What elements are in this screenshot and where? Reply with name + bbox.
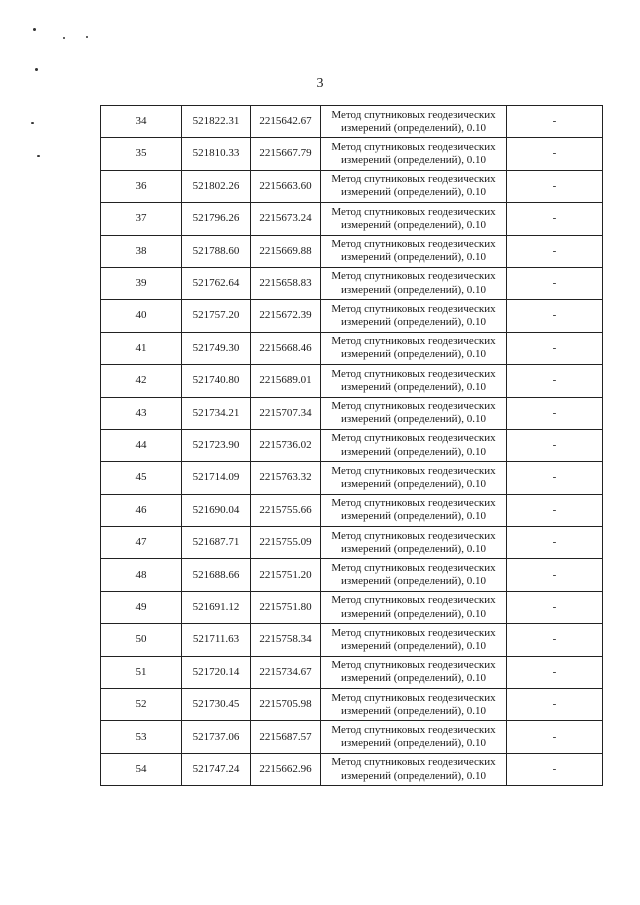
note-cell: -: [507, 591, 603, 623]
table-row: [101, 591, 603, 623]
scan-speck: [86, 36, 88, 38]
method-text-line: Метод спутниковых геодезических: [331, 367, 496, 380]
method-cell: [321, 332, 507, 364]
method-cell: [321, 624, 507, 656]
coordinates-table-body: [101, 106, 603, 786]
method-text-line: измерений (определений), 0.10: [341, 542, 486, 555]
method-cell: [321, 429, 507, 461]
method-text-line: Метод спутниковых геодезических: [331, 561, 496, 574]
table-row: [101, 138, 603, 170]
x-coordinate-cell: 521796.26: [182, 203, 251, 235]
method-text-line: измерений (определений), 0.10: [341, 510, 486, 523]
method-text-line: измерений (определений), 0.10: [341, 575, 486, 588]
method-cell: [321, 235, 507, 267]
method-text-line: измерений (определений), 0.10: [341, 121, 486, 134]
x-coordinate-cell: 521714.09: [182, 462, 251, 494]
method-cell: [321, 365, 507, 397]
method-text-line: Метод спутниковых геодезических: [331, 691, 496, 704]
note-cell: -: [507, 689, 603, 721]
note-cell: -: [507, 267, 603, 299]
y-coordinate-cell: 2215663.60: [251, 170, 321, 202]
note-cell: -: [507, 753, 603, 785]
method-text-line: Метод спутниковых геодезических: [331, 626, 496, 639]
table-row: [101, 332, 603, 364]
point-number-cell: 44: [101, 429, 182, 461]
method-cell: [321, 397, 507, 429]
point-number-cell: 52: [101, 689, 182, 721]
method-cell: [321, 138, 507, 170]
point-number-cell: 46: [101, 494, 182, 526]
x-coordinate-cell: 521688.66: [182, 559, 251, 591]
note-cell: -: [507, 721, 603, 753]
table-row: [101, 494, 603, 526]
point-number-cell: 39: [101, 267, 182, 299]
method-text-line: Метод спутниковых геодезических: [331, 756, 496, 769]
method-text-line: Метод спутниковых геодезических: [331, 659, 496, 672]
note-cell: -: [507, 429, 603, 461]
method-cell: [321, 527, 507, 559]
table-row: [101, 365, 603, 397]
page-number: 3: [316, 76, 324, 91]
table-row: [101, 689, 603, 721]
x-coordinate-cell: 521730.45: [182, 689, 251, 721]
x-coordinate-cell: 521691.12: [182, 591, 251, 623]
table-row: [101, 527, 603, 559]
x-coordinate-cell: 521711.63: [182, 624, 251, 656]
method-text-line: Метод спутниковых геодезических: [331, 594, 496, 607]
table-row: [101, 624, 603, 656]
x-coordinate-cell: 521737.06: [182, 721, 251, 753]
method-text-line: Метод спутниковых геодезических: [331, 400, 496, 413]
y-coordinate-cell: 2215642.67: [251, 106, 321, 138]
scan-speck: [63, 37, 65, 39]
method-text-line: Метод спутниковых геодезических: [331, 529, 496, 542]
y-coordinate-cell: 2215736.02: [251, 429, 321, 461]
point-number-cell: 50: [101, 624, 182, 656]
method-cell: [321, 591, 507, 623]
y-coordinate-cell: 2215707.34: [251, 397, 321, 429]
method-text-line: измерений (определений), 0.10: [341, 348, 486, 361]
method-cell: [321, 106, 507, 138]
method-text-line: Метод спутниковых геодезических: [331, 173, 496, 186]
y-coordinate-cell: 2215687.57: [251, 721, 321, 753]
method-text-line: измерений (определений), 0.10: [341, 672, 486, 685]
y-coordinate-cell: 2215672.39: [251, 300, 321, 332]
y-coordinate-cell: 2215751.80: [251, 591, 321, 623]
point-number-cell: 35: [101, 138, 182, 170]
scan-speck: [35, 68, 38, 71]
table-row: [101, 721, 603, 753]
method-cell: [321, 170, 507, 202]
table-row: [101, 106, 603, 138]
method-text-line: измерений (определений), 0.10: [341, 639, 486, 652]
note-cell: -: [507, 462, 603, 494]
y-coordinate-cell: 2215751.20: [251, 559, 321, 591]
note-cell: -: [507, 624, 603, 656]
x-coordinate-cell: 521747.24: [182, 753, 251, 785]
y-coordinate-cell: 2215668.46: [251, 332, 321, 364]
table-row: [101, 235, 603, 267]
point-number-cell: 45: [101, 462, 182, 494]
scan-speck: [37, 155, 40, 157]
table-row: [101, 203, 603, 235]
method-text-line: Метод спутниковых геодезических: [331, 335, 496, 348]
point-number-cell: 41: [101, 332, 182, 364]
note-cell: -: [507, 138, 603, 170]
point-number-cell: 47: [101, 527, 182, 559]
method-cell: [321, 300, 507, 332]
note-cell: -: [507, 332, 603, 364]
table-row: [101, 397, 603, 429]
x-coordinate-cell: 521740.80: [182, 365, 251, 397]
method-text-line: измерений (определений), 0.10: [341, 283, 486, 296]
method-cell: [321, 721, 507, 753]
method-cell: [321, 267, 507, 299]
note-cell: -: [507, 397, 603, 429]
note-cell: -: [507, 365, 603, 397]
method-text-line: Метод спутниковых геодезических: [331, 205, 496, 218]
table-row: [101, 656, 603, 688]
x-coordinate-cell: 521822.31: [182, 106, 251, 138]
method-cell: [321, 203, 507, 235]
method-text-line: измерений (определений), 0.10: [341, 186, 486, 199]
y-coordinate-cell: 2215669.88: [251, 235, 321, 267]
method-text-line: измерений (определений), 0.10: [341, 218, 486, 231]
note-cell: -: [507, 559, 603, 591]
method-text-line: Метод спутниковых геодезических: [331, 497, 496, 510]
point-number-cell: 49: [101, 591, 182, 623]
method-text-line: Метод спутниковых геодезических: [331, 464, 496, 477]
method-text-line: измерений (определений), 0.10: [341, 737, 486, 750]
note-cell: -: [507, 527, 603, 559]
point-number-cell: 48: [101, 559, 182, 591]
method-text-line: Метод спутниковых геодезических: [331, 238, 496, 251]
method-text-line: Метод спутниковых геодезических: [331, 108, 496, 121]
method-cell: [321, 689, 507, 721]
coordinates-table: [100, 105, 603, 786]
method-text-line: измерений (определений), 0.10: [341, 477, 486, 490]
x-coordinate-cell: 521749.30: [182, 332, 251, 364]
method-text-line: Метод спутниковых геодезических: [331, 270, 496, 283]
method-text-line: измерений (определений), 0.10: [341, 316, 486, 329]
y-coordinate-cell: 2215662.96: [251, 753, 321, 785]
x-coordinate-cell: 521734.21: [182, 397, 251, 429]
method-text-line: измерений (определений), 0.10: [341, 769, 486, 782]
method-text-line: измерений (определений), 0.10: [341, 704, 486, 717]
table-row: [101, 300, 603, 332]
y-coordinate-cell: 2215705.98: [251, 689, 321, 721]
note-cell: -: [507, 300, 603, 332]
x-coordinate-cell: 521802.26: [182, 170, 251, 202]
point-number-cell: 37: [101, 203, 182, 235]
point-number-cell: 40: [101, 300, 182, 332]
method-text-line: измерений (определений), 0.10: [341, 607, 486, 620]
method-text-line: Метод спутниковых геодезических: [331, 302, 496, 315]
y-coordinate-cell: 2215758.34: [251, 624, 321, 656]
method-text-line: измерений (определений), 0.10: [341, 154, 486, 167]
x-coordinate-cell: 521788.60: [182, 235, 251, 267]
table-row: [101, 753, 603, 785]
method-cell: [321, 462, 507, 494]
x-coordinate-cell: 521810.33: [182, 138, 251, 170]
method-cell: [321, 494, 507, 526]
method-text-line: Метод спутниковых геодезических: [331, 723, 496, 736]
method-text-line: измерений (определений), 0.10: [341, 251, 486, 264]
scan-speck: [33, 28, 36, 31]
y-coordinate-cell: 2215689.01: [251, 365, 321, 397]
x-coordinate-cell: 521757.20: [182, 300, 251, 332]
method-text-line: измерений (определений), 0.10: [341, 413, 486, 426]
point-number-cell: 54: [101, 753, 182, 785]
method-text-line: Метод спутниковых геодезических: [331, 140, 496, 153]
point-number-cell: 51: [101, 656, 182, 688]
table-row: [101, 559, 603, 591]
x-coordinate-cell: 521762.64: [182, 267, 251, 299]
y-coordinate-cell: 2215755.09: [251, 527, 321, 559]
method-text-line: Метод спутниковых геодезических: [331, 432, 496, 445]
table-row: [101, 170, 603, 202]
method-cell: [321, 753, 507, 785]
table-row: [101, 462, 603, 494]
y-coordinate-cell: 2215763.32: [251, 462, 321, 494]
point-number-cell: 36: [101, 170, 182, 202]
table-row: [101, 429, 603, 461]
note-cell: -: [507, 494, 603, 526]
method-text-line: измерений (определений), 0.10: [341, 445, 486, 458]
point-number-cell: 34: [101, 106, 182, 138]
table-row: [101, 267, 603, 299]
method-cell: [321, 656, 507, 688]
note-cell: -: [507, 170, 603, 202]
note-cell: -: [507, 203, 603, 235]
point-number-cell: 38: [101, 235, 182, 267]
x-coordinate-cell: 521723.90: [182, 429, 251, 461]
y-coordinate-cell: 2215658.83: [251, 267, 321, 299]
method-cell: [321, 559, 507, 591]
note-cell: -: [507, 106, 603, 138]
method-text-line: измерений (определений), 0.10: [341, 380, 486, 393]
y-coordinate-cell: 2215734.67: [251, 656, 321, 688]
point-number-cell: 53: [101, 721, 182, 753]
point-number-cell: 43: [101, 397, 182, 429]
point-number-cell: 42: [101, 365, 182, 397]
note-cell: -: [507, 235, 603, 267]
x-coordinate-cell: 521720.14: [182, 656, 251, 688]
y-coordinate-cell: 2215755.66: [251, 494, 321, 526]
note-cell: -: [507, 656, 603, 688]
y-coordinate-cell: 2215667.79: [251, 138, 321, 170]
x-coordinate-cell: 521690.04: [182, 494, 251, 526]
y-coordinate-cell: 2215673.24: [251, 203, 321, 235]
scan-speck: [31, 122, 34, 124]
x-coordinate-cell: 521687.71: [182, 527, 251, 559]
